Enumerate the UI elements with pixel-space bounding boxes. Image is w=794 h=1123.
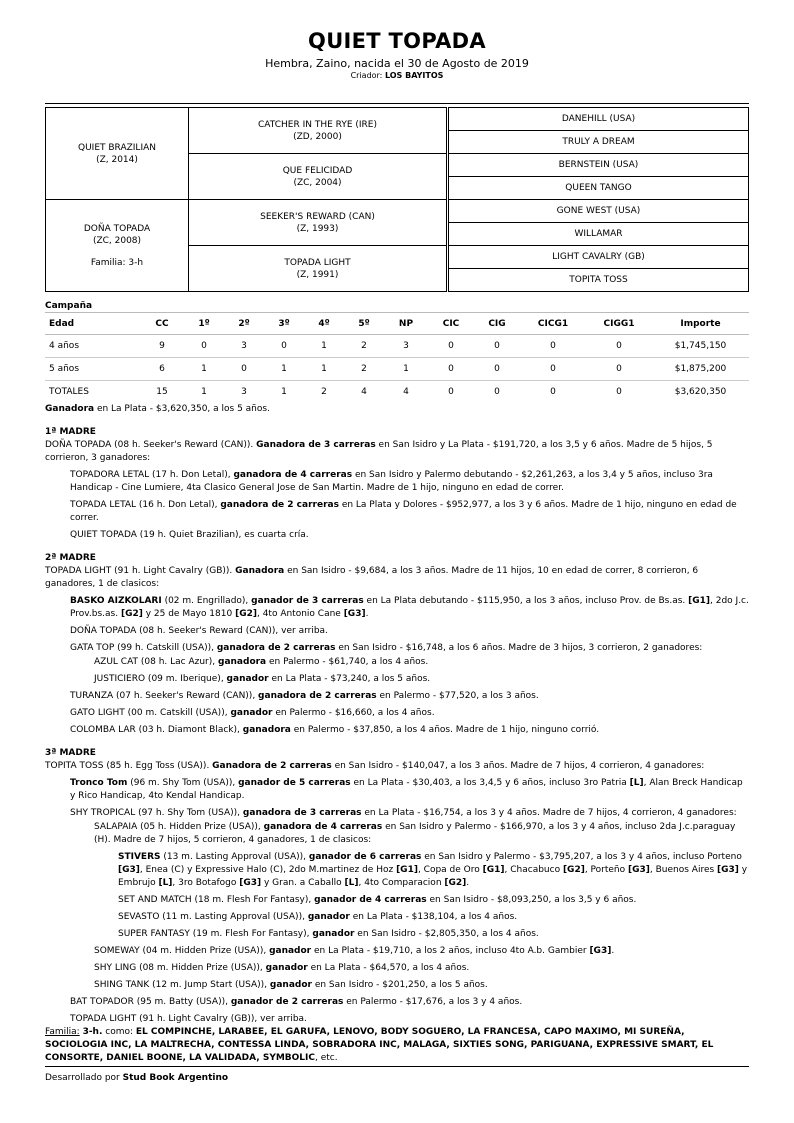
cell: 2 <box>344 358 384 381</box>
cell: 0 <box>428 358 474 381</box>
pedigree-g3-7: LIGHT CAVALRY (GB) <box>448 245 749 269</box>
cell: 1 <box>304 335 344 358</box>
cell: 1 <box>184 358 224 381</box>
col-cigg1: CIGG1 <box>586 313 652 335</box>
footer-divider <box>45 1066 749 1067</box>
footer <box>45 1073 749 1083</box>
cell: TOTALES <box>49 387 89 397</box>
cell: 0 <box>586 335 652 358</box>
col-cig: CIG <box>474 313 520 335</box>
note-paragraph: SUPER FANTASY (19 m. Flesh For Fantasy), ganador en San Isidro - $2,805,350, a los 4 años. <box>118 929 539 939</box>
pedigree-dam-dam <box>188 245 447 292</box>
sire-name: QUIET BRAZILIAN <box>78 142 156 153</box>
col-np: NP <box>384 313 428 335</box>
note-paragraph: GATA TOP (99 h. Catskill (USA)), ganadora de 2 carreras en San Isidro - $16,748, a los 6 años. Madre de 3 hijos, 3 corrieron, 2 ganadores: <box>70 643 703 653</box>
cell: 4 <box>361 387 367 397</box>
cell: 2 <box>321 387 327 397</box>
cell: 0 <box>224 358 264 381</box>
col-cc: CC <box>140 313 184 335</box>
note-paragraph: Tronco Tom (96 m. Shy Tom (USA)), ganador de 5 carreras en La Plata - $30,403, a los 3,4,5 y 6 años, incluso 3ro Patria [L], Alan Breck Handicap y Rico Handicap, 4to Kendal Handicap. <box>70 778 743 801</box>
cell: 0 <box>474 335 520 358</box>
cell: $1,875,200 <box>652 358 749 381</box>
summary-rest: en La Plata - $3,620,350, a los 5 años. <box>94 404 270 414</box>
note-paragraph: SEVASTO (11 m. Lasting Approval (USA)), ganador en La Plata - $138,104, a los 4 años. <box>118 912 518 922</box>
horse-name: QUIET TOPADA <box>308 29 486 53</box>
dam-family: Familia: 3-h <box>90 257 144 268</box>
section-heading: 1ª MADRE <box>45 427 96 437</box>
note-paragraph: STIVERS (13 m. Lasting Approval (USA)), ganador de 6 carreras en San Isidro y Palermo - $3,795,207, a los 3 y 4 años, incluso Porteno [G3], Enea (C) y Expressive Halo (C), 2do M.martinez de Hoz [G1], Copa de Oro [G1], Chacabuco [G2], Porteño [G3], Buenos Aires [G3] y Embrujo [L], 3ro Botafogo [G3] y Gran. a Caballo [L], 4to Comparacion [G2]. <box>118 852 748 888</box>
cell: 0 <box>474 358 520 381</box>
pedigree-sire-dam <box>188 153 447 200</box>
col-5: 5º <box>344 313 384 335</box>
note-paragraph: JUSTICIERO (09 m. Iberique), ganador en La Plata - $73,240, a los 5 años. <box>94 674 431 684</box>
note-paragraph: TOPADORA LETAL (17 h. Don Letal), ganadora de 4 carreras en San Isidro y Palermo debutando - $2,261,263, a los 3,4 y 5 años, incluso 3ra Handicap - Cine Lumiere, 4ta Clasico General Jose de San Martin. Madre de 1 hijo, ninguno en edad de correr. <box>70 470 713 493</box>
note-paragraph: TOPITA TOSS (85 h. Egg Toss (USA)). Ganadora de 2 carreras en San Isidro - $140,047, a los 3 años. Madre de 7 hijos, 4 corrieron, 4 ganadores: <box>45 761 705 771</box>
note-paragraph: SHY TROPICAL (97 h. Shy Tom (USA)), ganadora de 3 carreras en La Plata - $16,754, a los 3 y 4 años. Madre de 7 hijos, 4 corrieron, 4 ganadores: <box>70 808 737 818</box>
cell: 6 <box>140 358 184 381</box>
pedigree-dam <box>45 199 189 292</box>
pedigree-g3-6: WILLAMAR <box>448 222 749 246</box>
cell: $3,620,350 <box>674 387 727 397</box>
campaign-row <box>45 358 749 381</box>
sd-info: (ZC, 2004) <box>293 177 342 188</box>
note-paragraph: TOPADA LIGHT (91 h. Light Cavalry (GB)). Ganadora en San Isidro - $9,684, a los 3 años. Madre de 11 hijos, 10 en edad de correr, 8 corrieron, 6 ganadores, 1 de clasicos: <box>45 566 699 589</box>
cell: 0 <box>550 387 556 397</box>
note-paragraph: TOPADA LIGHT (91 h. Light Cavalry (GB)), ver arriba. <box>70 1014 307 1024</box>
cell: $1,745,150 <box>652 335 749 358</box>
campaign-header-row <box>45 313 749 335</box>
campaign-totals-row <box>45 381 749 404</box>
pedigree-g3-4: QUEEN TANGO <box>448 176 749 200</box>
cell: 0 <box>616 387 622 397</box>
campaign-summary <box>45 403 749 416</box>
cell: 4 <box>403 387 409 397</box>
cell: 2 <box>344 335 384 358</box>
pedigree-g3-5: GONE WEST (USA) <box>448 199 749 223</box>
cell: 3 <box>384 335 428 358</box>
section-heading: 3ª MADRE <box>45 748 96 758</box>
pedigree-sire-sire <box>188 107 447 154</box>
pedigree-sire <box>45 107 189 200</box>
cell: 0 <box>520 335 586 358</box>
horse-subtitle: Hembra, Zaino, nacida el 30 de Agosto de 2019 <box>265 57 529 70</box>
footer-org: Stud Book Argentino <box>122 1073 229 1083</box>
note-paragraph: BAT TOPADOR (95 m. Batty (USA)), ganador de 2 carreras en Palermo - $17,676, a los 3 y 4 años. <box>70 997 523 1007</box>
cell: 0 <box>586 358 652 381</box>
campaign-label: Campaña <box>45 301 93 311</box>
breeder-label: Criador: <box>350 71 383 80</box>
cell: 1 <box>281 387 287 397</box>
family-line: Familia: 3-h. como: EL COMPINCHE, LARABEE, EL GARUFA, LENOVO, BODY SOGUERO, LA FRANCESA, CAPO MAXIMO, MI SUREÑA, SOCIOLOGIA INC, LA MALTRECHA, CONTESSA LINDA, SOBRADORA INC, MALAGA, SIXTIES SONG, PARIGUANA, EXPRESSIVE SMART, EL CONSORTE, DANIEL BOONE, LA VALIDADA, SYMBOLIC, etc. <box>45 1027 714 1063</box>
note-paragraph: COLOMBA LAR (03 h. Diamont Black), ganadora en Palermo - $37,850, a los 4 años. Madre de 1 hijo, ninguno corrió. <box>70 725 600 735</box>
sd-name: QUE FELICIDAD <box>282 165 353 176</box>
pedigree-dam-sire <box>188 199 447 246</box>
pedigree-table <box>45 103 749 292</box>
campaign-table <box>45 312 749 403</box>
col-2: 2º <box>224 313 264 335</box>
cell: 1 <box>264 358 304 381</box>
pedigree-g3-3: BERNSTEIN (USA) <box>448 153 749 177</box>
cell: 4 años <box>45 335 140 358</box>
ss-info: (ZD, 2000) <box>293 131 342 142</box>
note-paragraph: SET AND MATCH (18 m. Flesh For Fantasy), ganador de 4 carreras en San Isidro - $8,093,250, a los 3,5 y 6 años. <box>118 895 637 905</box>
note-paragraph: QUIET TOPADA (19 h. Quiet Brazilian), es cuarta cría. <box>70 530 309 540</box>
note-paragraph: TOPADA LETAL (16 h. Don Letal), ganadora de 2 carreras en La Plata y Dolores - $952,977, a los 3 y 6 años. Madre de 1 hijo, ninguno en edad de correr. <box>70 500 737 523</box>
dam-name: DOÑA TOPADA <box>83 223 151 234</box>
dam-info: (ZC, 2008) <box>92 235 142 246</box>
cell: 5 años <box>45 358 140 381</box>
note-paragraph: DOÑA TOPADA (08 h. Seeker's Reward (CAN)), ver arriba. <box>70 626 328 636</box>
cell: 0 <box>264 335 304 358</box>
sire-info: (Z, 2014) <box>96 154 138 165</box>
pedigree-g3-8: TOPITA TOSS <box>448 268 749 292</box>
breeder-name: LOS BAYITOS <box>384 71 444 80</box>
pedigree-g3-2: TRULY A DREAM <box>448 130 749 154</box>
note-paragraph: BASKO AIZKOLARI (02 m. Engrillado), ganador de 3 carreras en La Plata debutando - $115,950, a los 3 años, incluso Prov. de Bs.as. [G1], 2do J.c. Prov.bs.as. [G2] y 25 de Mayo 1810 [G2], 4to Antonio Cane [G3]. <box>70 596 749 619</box>
col-1: 1º <box>184 313 224 335</box>
footer-label: Desarrollado por <box>45 1073 123 1083</box>
cell: 1 <box>304 358 344 381</box>
ds-name: SEEKER'S REWARD (CAN) <box>260 211 375 222</box>
pedigree-g3-1: DANEHILL (USA) <box>448 107 749 131</box>
summary-bold: Ganadora <box>45 404 95 414</box>
cell: 0 <box>494 387 500 397</box>
col-edad: Edad <box>45 313 140 335</box>
cell: 0 <box>448 387 454 397</box>
note-paragraph: DOÑA TOPADA (08 h. Seeker's Reward (CAN)). Ganadora de 3 carreras en San Isidro y La Plata - $191,720, a los 3,5 y 6 años. Madre de 5 hijos, 5 corrieron, 3 ganadores: <box>45 440 713 463</box>
note-paragraph: TURANZA (07 h. Seeker's Reward (CAN)), ganadora de 2 carreras en Palermo - $77,520, a los 3 años. <box>70 691 539 701</box>
dd-name: TOPADA LIGHT <box>284 257 351 268</box>
cell: 0 <box>520 358 586 381</box>
campaign-row <box>45 335 749 358</box>
cell: 15 <box>156 387 168 397</box>
col-importe: Importe <box>652 313 749 335</box>
cell: 1 <box>201 387 207 397</box>
note-paragraph: SOMEWAY (04 m. Hidden Prize (USA)), ganador en La Plata - $19,710, a los 2 años, incluso 4to A.b. Gambier [G3]. <box>94 946 615 956</box>
family-notes <box>45 426 749 1065</box>
note-paragraph: SHY LING (08 m. Hidden Prize (USA)), ganador en La Plata - $64,570, a los 4 años. <box>94 963 470 973</box>
cell: 3 <box>241 387 247 397</box>
cell: 1 <box>384 358 428 381</box>
cell: 3 <box>224 335 264 358</box>
note-paragraph: SHING TANK (12 m. Jump Start (USA)), ganador en San Isidro - $201,250, a los 5 años. <box>94 980 488 990</box>
col-3: 3º <box>264 313 304 335</box>
note-paragraph: AZUL CAT (08 h. Lac Azur), ganadora en Palermo - $61,740, a los 4 años. <box>94 657 429 667</box>
note-paragraph: GATO LIGHT (00 m. Catskill (USA)), ganador en Palermo - $16,660, a los 4 años. <box>70 708 435 718</box>
breeder-line <box>45 71 749 81</box>
cell: 9 <box>140 335 184 358</box>
section-heading: 2ª MADRE <box>45 553 96 563</box>
cell: 0 <box>428 335 474 358</box>
cell: 0 <box>184 335 224 358</box>
col-4: 4º <box>304 313 344 335</box>
ss-name: CATCHER IN THE RYE (IRE) <box>258 119 377 130</box>
col-cicg1: CICG1 <box>520 313 586 335</box>
page <box>45 0 749 1083</box>
note-paragraph: SALAPAIA (05 h. Hidden Prize (USA)), ganadora de 4 carreras en San Isidro y Palermo - $166,970, a los 3 y 4 años, incluso 2da J.c.paraguay (H). Madre de 7 hijos, 5 corrieron, 4 ganadores, 1 de clasicos: <box>94 822 736 845</box>
dd-info: (Z, 1991) <box>296 269 339 280</box>
col-cic: CIC <box>428 313 474 335</box>
ds-info: (Z, 1993) <box>296 223 339 234</box>
